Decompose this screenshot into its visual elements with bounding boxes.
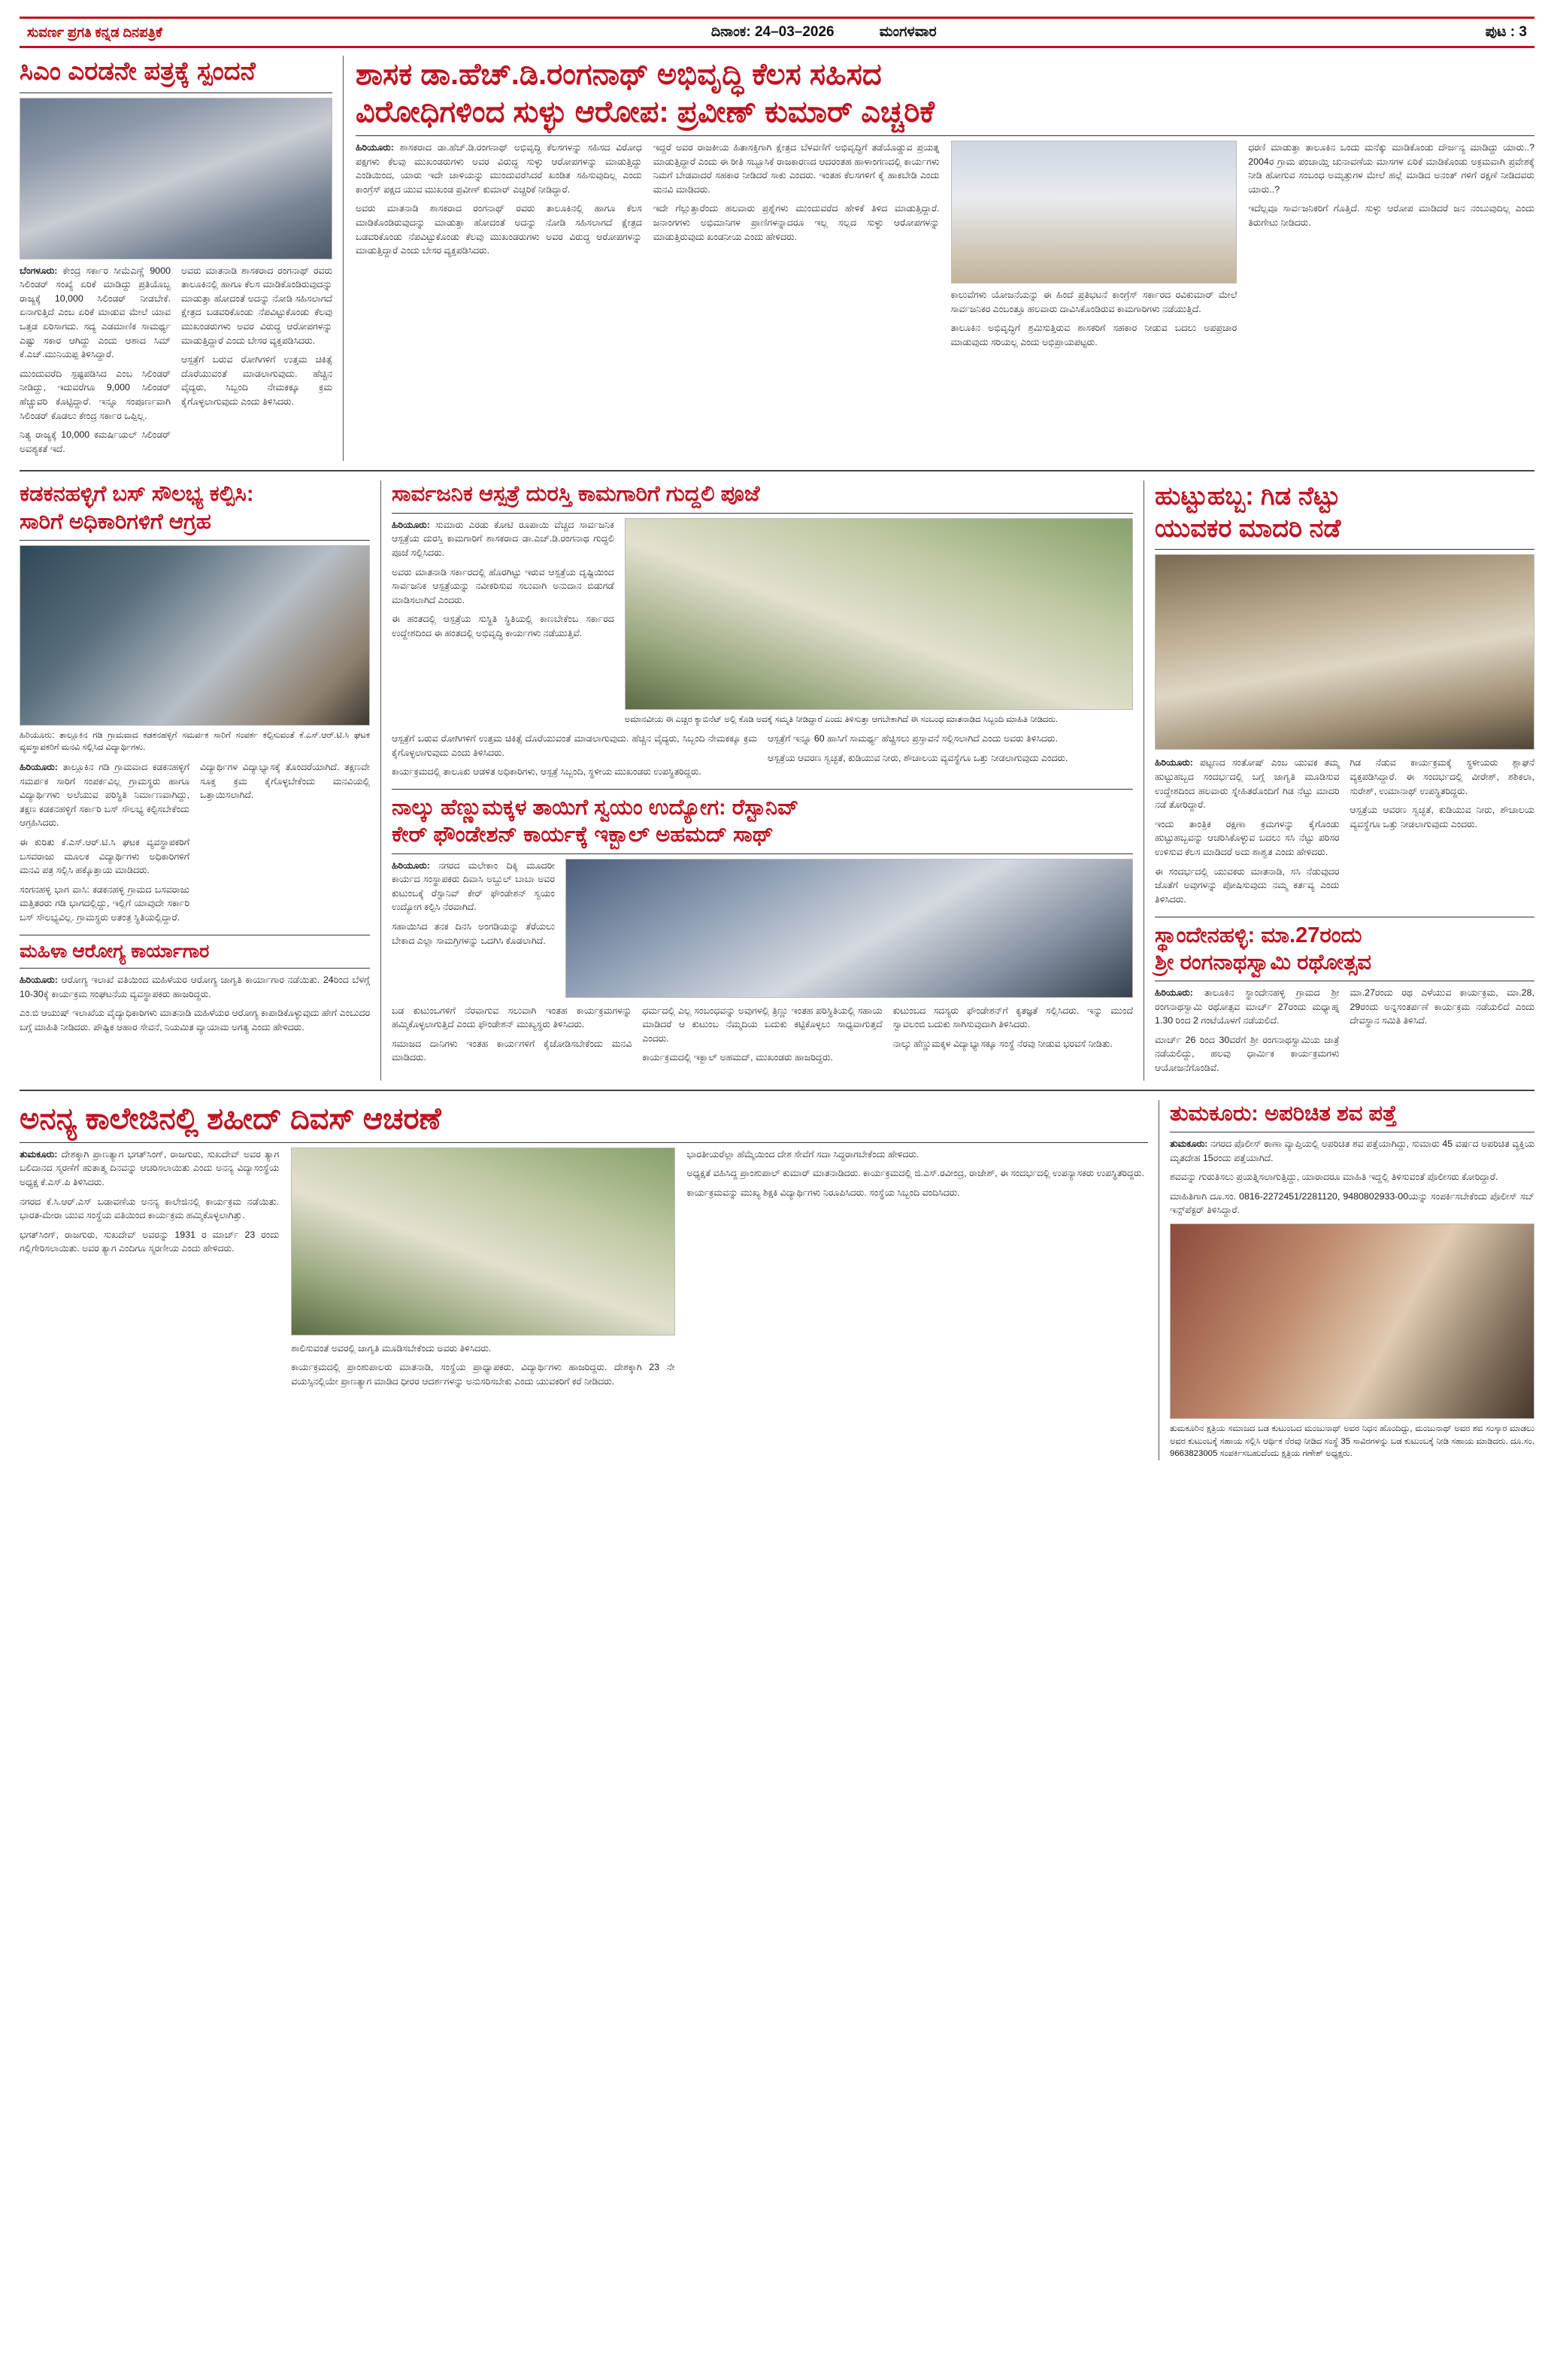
story1-col1: ಬೆಂಗಳೂರು: ಕೇಂದ್ರ ಸರ್ಕಾರ ಸೀಮೆಎಣ್ಣೆ 9000 ಸಿಲಿಂಡರ್ ಸಂಖ್ಯೆ ಏರಿಕೆ ಮಾಡಿದ್ದು ಪ್ರತಿಯೊಬ್ಬ ರಾಜ್ಯಕ್ಕೆ 10,000 ಸಿಲಿಂಡರ್ ನೀಡಬೇಕೆ. ಏನಾಗುತ್ತಿದೆ ಎಂಬ ಏರಿಕೆ ಮಾಡುವ ಮೇಲೆ ಯಾವ ಒತ್ತಡ ಏರಿಸಾಗದು. ಸದ್ಯ ಎಡಮಾಣಿಕ ಸಾಮರ್ಥ್ಯ ಎಷ್ಟು ಸಕಾರ ಆಗಿದ್ದು ಎಂದು ಆಶಾದ ಸಿಮ್ ಕೆ.ಎಚ್.ಮುನಿಯಪ್ಪ ತಿಳಿಸಿದ್ದಾರೆ. ಮುಂದುವರೆದಿ ಸ್ಪಷ್ಟಪಡಿಸಿದ ಎಂಬ ಸಿಲಿಂಡರ್ ನೀಡಿದ್ದು, ಇದುವರೆಗೂ 9,000 ಸಿಲಿಂಡರ್ ಹೆಚ್ಚುವರಿ ಕೊಟ್ಟಿದ್ದಾರೆ. ಇನ್ನೂ ಸಂಪೂರ್ಣವಾಗಿ ಸಿಲಿಂಡರ್ ಕೊಡಲು ಕೇಂದ್ರ ಸರ್ಕಾರ ಒಪ್ಪಿಲ್ಲ. ನಿತ್ಯ ರಾಜ್ಯಕ್ಕೆ 10,000 ಕಮರ್ಷಿಯಲ್ ಸಿಲಿಂಡರ್ ಅವಶ್ಯಕತೆ ಇದೆ. <box>20 265 171 454</box>
story5-col2: ಗಿಡ ನೆಡುವ ಕಾರ್ಯಕ್ರಮಕ್ಕೆ ಸ್ಥಳೀಯರು ಶ್ಲಾಘನೆ ವ್ಯಕ್ತಪಡಿಸಿದ್ದಾರೆ. ಈ ಸಂದರ್ಭದಲ್ಲಿ ವೀರೇಶ್, ಶಶಿಕಲಾ, ಸುರೇಶ್, ಉಮಾನಾಥ್ ಉಪಸ್ಥಿತರಿದ್ದರು. ಆಸ್ಪತ್ರೆಯ ಆವರಣ ಸ್ವಚ್ಛತೆ, ಕುಡಿಯುವ ನೀರು, ಶೌಚಾಲಯ ವ್ಯವಸ್ಥೆಗೂ ಒತ್ತು ನೀಡಲಾಗುವುದು ಎಂದರು. <box>1350 757 1534 829</box>
story1-photo <box>20 98 332 259</box>
story7-col3: ಭಾರತೀಯರೆಲ್ಲಾ ಹೆಮ್ಮೆಯಿಂದ ದೇಶ ಸೇವೆಗೆ ಸದಾ ಸಿದ್ಧರಾಗಬೇಕೆಂದು ಹೇಳಿದರು. ಅಧ್ಯಕ್ಷತೆ ವಹಿಸಿದ್ದ ಪ್ರಾಂಶುಪಾಲ್ ಕುಮಾರ್ ಮಾತನಾಡಿದರು. ಕಾರ್ಯಕ್ರಮದಲ್ಲಿ ಜಿ.ಎಸ್.ರವೀಂದ್ರ, ರಾಜೇಶ್, ಈ ಸಂದರ್ಭದಲ್ಲಿ ಉಪನ್ಯಾಸಕರು ಉಪಸ್ಥಿತರಿದ್ದರು. ಕಾರ್ಯಕ್ರಮವನ್ನು ಮುಖ್ಯ ಶಿಕ್ಷಕಿ ವಿದ್ಯಾರ್ಥಿಗಳು ನಿರೂಪಿಸಿದರು. ಸಂಸ್ಥೆಯ ಸಿಬ್ಬಂದಿ ವಂದಿಸಿದರು. <box>686 1148 1145 1198</box>
masthead-page: ಪುಟ : 3 <box>1485 24 1527 40</box>
story6-col4: ಕುಟುಂಬದ ಸದಸ್ಯರು ಫೌಂಡೇಶನ್‌ಗೆ ಕೃತಜ್ಞತೆ ಸಲ್ಲಿಸಿದರು. ಇನ್ನು ಮುಂದೆ ಸ್ವಾವಲಂಬಿ ಬದುಕು ಸಾಗಿಸುವುದಾಗಿ ತಿಳಿಸಿದರು. ನಾಲ್ಕು ಹೆಣ್ಣುಮಕ್ಕಳ ವಿದ್ಯಾಭ್ಯಾಸಕ್ಕೂ ಸಂಸ್ಥೆ ನೆರವು ನೀಡುವ ಭರವಸೆ ನೀಡಿತು. <box>892 1005 1133 1049</box>
story8-photo-caption: ತುಮಕೂರಿನ ಕ್ಷತ್ರಿಯ ಸಮಾಜದ ಬಡ ಕುಟುಂಬದ ಮಂಜುನಾಥ್ ಅವರ ನಿಧನ ಹೊಂದಿದ್ದು, ಮಂಜುನಾಥ್ ಅವರ ಶವ ಸಂಸ್ಕಾರ ಮಾಡಲು ಅವರ ಕುಟುಂಬಕ್ಕೆ ಸಹಾಯ ಸಲ್ಲಿಸಿ ಆರ್ಥಿಕ ನೆರವು ನೀಡಿದ ಸಂಸ್ಥೆ 35 ಸಾವಿರಗಳನ್ನು ಬಡ ಕುಟುಂಬಕ್ಕೆ ನೀಡಿ ಸಹಾಯ ಮಾಡಿದರು. ದೂ.ಸಂ. 9663823005 ಸಂಪರ್ಕಿಸಬಹುದೆಂದು ಕ್ಷತ್ರಿಯ ಗಣೇಶ್ ಅಧ್ಯಕ್ಷರು. <box>1170 1423 1534 1459</box>
story8-body: ತುಮಕೂರು: ನಗರದ ಪೊಲೀಸ್ ಠಾಣಾ ವ್ಯಾಪ್ತಿಯಲ್ಲಿ ಅಪರಿಚಿತ ಶವ ಪತ್ತೆಯಾಗಿದ್ದು, ಸುಮಾರು 45 ವರ್ಷದ ಅಪರಿಚಿತ ವ್ಯಕ್ತಿಯ ಮೃತದೇಹ 15ರಂದು ಪತ್ತೆಯಾಗಿದೆ. ಶವವನ್ನು ಗುರುತಿಸಲು ಪ್ರಯತ್ನಿಸಲಾಗುತ್ತಿದ್ದು, ಯಾರಾದರೂ ಮಾಹಿತಿ ಇದ್ದಲ್ಲಿ ತಿಳಿಸುವಂತೆ ಪೊಲೀಸರು ಕೋರಿದ್ದಾರೆ. ಮಾಹಿತಿಗಾಗಿ ದೂ.ಸಂ. 0816-2272451/2281120, 9480802933-00ಯನ್ನು ಸಂಪರ್ಕಿಸಬೇಕೆಂದು ಪೊಲೀಸ್ ಸಬ್ ಇನ್ಸ್‌ಪೆಕ್ಟರ್ ತಿಳಿಸಿದ್ದಾರೆ. <box>1170 1138 1534 1216</box>
story3-sub-headline: ಮಹಿಳಾ ಆರೋಗ್ಯ ಕಾರ್ಯಾಗಾರ <box>20 940 210 962</box>
story5-sub-col1: ಹಿರಿಯೂರು: ತಾಲೂಕಿನ ಸ್ಥಾಂದೇನಹಳ್ಳಿ ಗ್ರಾಮದ ಶ್ರೀ ರಂಗನಾಥಸ್ವಾಮಿ ರಥೋತ್ಸವ ಮಾರ್ಚ್ 27ರಂದು ಮಧ್ಯಾಹ್ನ 1.30 ರಿಂದ 2 ಗಂಟೆಯೊಳಗೆ ನಡೆಯಲಿದೆ. ಮಾರ್ಚ್ 26 ರಿಂದ 30ವರೆಗೆ ಶ್ರೀ ರಂಗನಾಥಸ್ವಾಮಿಯ ಜಾತ್ರೆ ನಡೆಯಲಿದ್ದು, ಹಲವು ಧಾರ್ಮಿಕ ಕಾರ್ಯಕ್ರಮಗಳು ಆಯೋಜನೆಗೊಂಡಿವೆ. <box>1155 987 1340 1074</box>
story8-photo <box>1170 1223 1534 1419</box>
story3-col2: ವಿದ್ಯಾರ್ಥಿಗಳ ವಿದ್ಯಾಭ್ಯಾಸಕ್ಕೆ ತೊಂದರೆಯಾಗಿದೆ. ತಕ್ಷಣವೇ ಸೂಕ್ತ ಕ್ರಮ ಕೈಗೊಳ್ಳಬೇಕೆಂದು ಮನವಿಯಲ್ಲಿ ಒತ್ತಾಯಿಸಲಾಗಿದೆ. <box>200 761 370 801</box>
story-birthday-saplings <box>1144 481 1534 1080</box>
story6-headline-line2: ಕೇರ್ ಫೌಂಡೇಶನ್ ಕಾರ್ಯಕ್ಕೆ ಇಕ್ಬಾಲ್ ಅಹಮದ್ ಸಾಥ್ <box>392 823 774 847</box>
story-self-employment <box>392 794 1133 1070</box>
story8-headline: ತುಮಕೂರು: ಅಪರಿಚಿತ ಶವ ಪತ್ತೆ <box>1170 1101 1398 1126</box>
story2-col4: ಧರಣಿ ಮಾಡುತ್ತಾ ತಾಲೂಕಿನ ಒಂದು ಮನೆಕ್ಕು ಮಾಡಿಕೊಂಡು ದೌರ್ಜನ್ಯ ಮಾಡಿದ್ದು ಯಾರು..? 2004ರ ಗ್ರಾಮ ಪಂಚಾಯ್ತಿ ಚುನಾವಣೆಯ ಮಾಸಗಳ ಏರಿಕೆ ಮಾಡಿಕೊಂಡು ಅಕ್ರಮವಾಗಿ ಪ್ರವೇಶಕ್ಕೆ ನೀಡಿ ಹೋಗುವ ಸಂಬಂಧ ಅಮೃತ್ತುಗಳ ಮೇಲೆ ಹಲ್ಲೆ ಮಾಡಿದ ಅನಂತ್ ಗಳಿಗೆ ರಕ್ಷಣೆ ನೀಡಿದವರು ಯಾರು..? ಇದೆಲ್ಲವೂ ಸಾರ್ವಜನಿಕರಿಗೆ ಗೊತ್ತಿದೆ. ಸುಳ್ಳು ಆರೋಪ ಮಾಡಿದರೆ ಜನ ನಂಬುವುದಿಲ್ಲ ಎಂದು ತಿರುಗೇಟು ನೀಡಿದರು. <box>1248 142 1534 229</box>
story4-photo-caption: ಅಮಾನವೀಯ ಈ ಎಚ್ಚರ ಕ್ಯಾಬಿನೆಟ್ ಅಲ್ಲಿ ಕೊಡಿ ಅದಕ್ಕೆ ಸಮ್ಮತಿ ನೀಡಿದ್ದಾರೆ ಎಂದು ತಿಳಿಸುತ್ತಾ ಆಗಬೇಕಾಗಿದೆ ಈ ಸಂಬಂಧ ಮಾತನಾಡಿದ ಸಿಬ್ಬಂದಿ ಮಾಹಿತಿ ನೀಡಿದರು. <box>624 714 1059 724</box>
story7-photo <box>291 1148 674 1336</box>
story6-photo-block <box>565 859 1133 998</box>
story-bus-facility <box>20 481 380 1080</box>
story3-col1: ಹಿರಿಯೂರು: ತಾಲ್ಲೂಕಿನ ಗಡಿ ಗ್ರಾಮವಾದ ಕಡಕನಹಳ್ಳಿಗೆ ಸಮರ್ಪಕ ಸಾರಿಗೆ ಸಂಪರ್ಕವಿಲ್ಲ ಗ್ರಾಮಸ್ಥರು ಹಾಗೂ ವಿದ್ಯಾರ್ಥಿಗಳು ಅಲೆಯುವ ಪರಿಸ್ಥಿತಿ ನಿರ್ಮಾಣವಾಗಿದ್ದು, ತಕ್ಷಣ ಕಡಕನಹಳ್ಳಿಗೆ ಸರ್ಕಾರಿ ಬಸ್ ಸೌಲಭ್ಯ ಕಲ್ಪಿಸಬೇಕೆಂದು ಆಗ್ರಹಿಸಿದರು. ಈ ಕುರಿತು ಕೆ.ಎಸ್.ಆರ್.ಟಿ.ಸಿ ಘಟಕ ವ್ಯವಸ್ಥಾಪಕರಿಗೆ ಬಸವರಾಜು ಮೂಲಕ ವಿದ್ಯಾರ್ಥಿಗಳು ಅಧಿಕಾರಿಗಳಿಗೆ ಮನವಿ ಪತ್ರ ಸಲ್ಲಿಸಿ ಹಕ್ಕೊತ್ತಾಯ ಮಾಡಿದರು. ಸಂಗನಹಳ್ಳಿ ಭಾಗ ವಾಸಿ: ಕಡಕನಹಳ್ಳಿ ಗ್ರಾಮದ ಬಸವರಾಜು ಮತ್ತಿತರರು ಗಡಿ ಭಾಗದಲ್ಲಿದ್ದು, ಇಲ್ಲಿಗೆ ಯಾವುದೇ ಸರ್ಕಾರಿ ಬಸ್ ಸೌಲಭ್ಯವಿಲ್ಲ. ಗ್ರಾಮಸ್ಥರು ಅತಂತ್ರ ಸ್ಥಿತಿಯಲ್ಲಿದ್ದಾರೆ. <box>20 761 189 923</box>
story4-photo <box>625 518 1133 710</box>
story2-headline-line1: ಶಾಸಕ ಡಾ.ಹೆಚ್.ಡಿ.ರಂಗನಾಥ್ ಅಭಿವೃದ್ಧಿ ಕೆಲಸ ಸಹಿಸದ <box>356 58 882 91</box>
story4-photo-block <box>625 518 1133 726</box>
story3-photo-caption: ಹಿರಿಯೂರು: ತಾಲ್ಲೂಕಿನ ಗಡಿ ಗ್ರಾಮವಾದ ಕಡಕನಹಳ್ಳಿಗೆ ಸಮರ್ಪಕ ಸಾರಿಗೆ ಸಂಪರ್ಕ ಕಲ್ಪಿಸುವಂತೆ ಕೆ.ಎಸ್.ಆರ್.ಟಿ.ಸಿ ಘಟಕ ವ್ಯವಸ್ಥಾಪಕರಿಗೆ ಮನವಿ ಸಲ್ಲಿಸಿದ ವಿದ್ಯಾರ್ಥಿಗಳು. <box>20 730 370 753</box>
story5-headline-line1: ಹುಟ್ಟುಹಬ್ಬ: ಗಿಡ ನೆಟ್ಟು <box>1155 482 1340 511</box>
story3-headline-line1: ಕಡಕನಹಳ್ಳಿಗೆ ಬಸ್ ಸೌಲಭ್ಯ ಕಲ್ಪಿಸಿ: <box>20 482 254 507</box>
story4-headline: ಸಾರ್ವಜನಿಕ ಆಸ್ಪತ್ರೆ ದುರಸ್ತಿ ಕಾಮಗಾರಿಗೆ ಗುದ್ದಲಿ ಪೂಜೆ <box>392 482 760 507</box>
story6-col1: ಹಿರಿಯೂರು: ನಗರದ ಮಲೇಕಾಂ ದಿಕ್ಕಿ ಮೂದರೀ ಕಾರ್ಯದ ಸಂಸ್ಥಾಪಕರು ದಿವಾಸಿ ಅಬ್ದುಲ್ ಬಾಬಾ ಅವರ ಕುಟುಂಬಕ್ಕೆ ರೆಸ್ಟಾನಿವ್ ಕೇರ್ ಫೌಂಡೇಶನ್ ಸ್ವಯಂ ಉದ್ಯೋಗ ಕಲ್ಪಿಸಿ ನೆರವಾಗಿದೆ. ಸಹಾಯಿಸಿದ ತನಕ ದಿನಸಿ ಅಂಗಡಿಯನ್ನು ತೆರೆಯಲು ಬೇಕಾದ ಎಲ್ಲಾ ಸಾಮಗ್ರಿಗಳನ್ನು ಒದಗಿಸಿ ಕೊಡಲಾಗಿದೆ. <box>392 860 555 946</box>
story2-headline-line2: ವಿರೋಧಿಗಳಿಂದ ಸುಳ್ಳು ಆರೋಪ: ಪ್ರವೀಣ್ ಕುಮಾರ್ ಎಚ್ಚರಿಕೆ <box>356 96 935 129</box>
story5-sub-headline-line1: ಸ್ಥಾಂದೇನಹಳ್ಳಿ: ಮಾ.27ರಂದು <box>1155 923 1362 947</box>
story5-sub-headline-line2: ಶ್ರೀ ರಂಗನಾಥಸ್ವಾಮಿ ರಥೋತ್ಸವ <box>1155 950 1372 975</box>
story3-photo <box>20 545 370 726</box>
story6-col2: ಬಡ ಕುಟುಂಬಗಳಿಗೆ ನೆರವಾಗುವ ಸಲುವಾಗಿ ಇಂತಹ ಕಾರ್ಯಕ್ರಮಗಳನ್ನು ಹಮ್ಮಿಕೊಳ್ಳಲಾಗುತ್ತಿದೆ ಎಂದು ಫೌಂಡೇಶನ್ ಮುಖ್ಯಸ್ಥರು ತಿಳಿಸಿದರು. ಸಮಾಜದ ದಾನಿಗಳು ಇಂತಹ ಕಾರ್ಯಗಳಿಗೆ ಕೈಜೋಡಿಸಬೇಕೆಂದು ಮನವಿ ಮಾಡಿದರು. <box>392 1005 632 1063</box>
middle-section <box>20 481 1534 1080</box>
story4-col2: ಆಸ್ಪತ್ರೆಗೆ ಬರುವ ರೋಗಿಗಳಿಗೆ ಉತ್ತಮ ಚಿಕಿತ್ಸೆ ದೊರೆಯುವಂತೆ ಮಾಡಲಾಗುವುದು. ಹೆಚ್ಚಿನ ವೈದ್ಯರು, ಸಿಬ್ಬಂದಿ ನೇಮಕಕ್ಕೂ ಕ್ರಮ ಕೈಗೊಳ್ಳಲಾಗುವುದು ಎಂದು ತಿಳಿಸಿದರು. ಕಾರ್ಯಕ್ರಮದಲ್ಲಿ ತಾಲೂಕು ಆಡಳಿತ ಅಧಿಕಾರಿಗಳು, ಆಸ್ಪತ್ರೆ ಸಿಬ್ಬಂದಿ, ಸ್ಥಳೀಯ ಮುಖಂಡರು ಉಪಸ್ಥಿತರಿದ್ದರು. <box>392 733 757 778</box>
story4-col1: ಹಿರಿಯೂರು: ಸುಮಾರು ಎರಡು ಕೋಟಿ ರೂಪಾಯಿ ವೆಚ್ಚದ ಸಾರ್ವಜನಿಕ ಆಸ್ಪತ್ರೆಯ ದುರಸ್ತಿ ಕಾಮಗಾರಿಗೆ ಶಾಸಕರಾದ ಡಾ.ಎಚ್.ಡಿ.ರಂಗನಾಥ ಗುದ್ದಲಿ ಪೂಜೆ ಸಲ್ಲಿಸಿದರು. ಅವರು ಮಾತನಾಡಿ ಸರ್ಕಾರದಲ್ಲಿ ಹೊರಗಿಟ್ಟು ಇರುವ ಆಸ್ಪತ್ರೆಯ ದೃಷ್ಟಿಯಿಂದ ಸಾರ್ವಜನಿಕ ಆಸ್ಪತ್ರೆಯನ್ನು ನವೀಕರಿಸುವ ಸಲುವಾಗಿ ಅನುದಾನ ಬಿಡುಗಡೆ ಮಾಡಿಸಲಾಗಿದೆ ಎಂದರು. ಈ ಹಂತದಲ್ಲಿ ಆಸ್ಪತ್ರೆಯ ಸುಸ್ಥಿತಿ ಸ್ಥಿತಿಯಲ್ಲಿ ಕಾಣಬೇಕೆಂಬ ಸರ್ಕಾರದ ಉದ್ದೇಶದಿಂದ ಈ ಹಂತದಲ್ಲಿ ಅಭಿವೃದ್ಧಿ ಕಾರ್ಯಗಳು ನಡೆಯುತ್ತಿವೆ. <box>392 519 614 638</box>
story-mla-development <box>343 56 1534 461</box>
story5-col1: ಹಿರಿಯೂರು: ಪಟ್ಟಣದ ಸಂತೋಷ್ ಎಂಬ ಯುವಕ ತಮ್ಮ ಹುಟ್ಟುಹಬ್ಬದ ಸಂದರ್ಭದಲ್ಲಿ ಬಗ್ಗೆ ಜಾಗೃತಿ ಮೂಡಿಸುವ ಉದ್ದೇಶದಿಂದ ಹಲವಾರು ಸ್ನೇಹಿತರೊಂದಿಗೆ ಗಿಡ ನೆಟ್ಟು ಮಾದರಿ ನಡೆ ತೋರಿದ್ದಾರೆ. ಇಂದು ತಾಂತ್ರಿಕ ರಕ್ಷಣಾ ಕ್ರಮಗಳನ್ನು ಕೈಗೊಂಡು ಹುಟ್ಟುಹಬ್ಬವನ್ನು ಆಚರಿಸಿಕೊಳ್ಳುವ ಬದಲು ಸಸಿ ನೆಟ್ಟು ಪರಿಸರ ಉಳಿಸುವ ಕೆಲಸ ಮಾಡಿದರೆ ಅದು ಶಾಶ್ವತ ಎಂದು ಹೇಳಿದರು. ಈ ಸಂದರ್ಭದಲ್ಲಿ ಯುವಕರು ಮಾತನಾಡಿ, ಸಸಿ ನೆಡುವುದರ ಜೊತೆಗೆ ಅವುಗಳನ್ನು ಪೋಷಿಸುವುದು ನಮ್ಮ ಕರ್ತವ್ಯ ಎಂದು ತಿಳಿಸಿದರು. <box>1155 757 1340 905</box>
story2-col2: ಇದ್ದರೆ ಅವರ ರಾಜಕೀಯ ಹಿತಾಸಕ್ತಿಗಾಗಿ ಕ್ಷೇತ್ರದ ಬೆಳವಣಿಗೆ ಅಭಿವೃದ್ಧಿಗೆ ತಡೆಯೊಡ್ಡುವ ಪ್ರಯತ್ನ ಮಾಡುತ್ತಿದ್ದಾರೆ ಎಂದು ಈ ರೀತಿ ಸಬ್ಬೂಸಿಕೆ ರಾಜಕಾರಣದ ಆದರಂತಹ ಹಾಳಾಂಗಣದಲ್ಲಿ ಕಾರ್ಯಗಳು ನಿಮಗೆ ಬೇಡವಾದರೆ ಸಹಕಾರ ನೀಡಿದರೆ ಸಾಕು ಎಂದರು. ಇಂತಹ ಕೆಲಸಗಳಿಗೆ ಕೈ ಹಾಕಬೇಡಿ ಎಂದು ಮನವಿ ಮಾಡಿದರು. ಇದೇ ಗೆಲ್ಲುತ್ತಾರೆಂದು ಹಲವಾರು ಪ್ರಶ್ನೆಗಳು ಮುಂದುವರೆದ ಹೇಳಿಕೆ ತಿಳಿದ ಮಾಡುತ್ತಿದ್ದಾರೆ. ಜನಾಂಗಗಳು ಅಭಿಮಾನಿಗಳ ಪ್ರಾಣಿಗಳನ್ನಾದರೂ ಇಲ್ಲ ಸಲ್ಲದ ಸುಳ್ಳು ಆರೋಪಗಳನ್ನು ಮಾಡುತ್ತಿರುವುದು ಖಂಡನೀಯ ಎಂದು ಹೇಳಿದರು. <box>653 142 940 242</box>
masthead-day: ಮಂಗಳವಾರ <box>879 24 937 40</box>
story-hospital-repair <box>380 481 1144 1080</box>
story7-photo-block: ಶಾಲಿಸುವಂತೆ ಅವರಲ್ಲಿ ಜಾಗೃತಿ ಮೂಡಿಸಬೇಕೆಂದು ಅವರು ತಿಳಿಸಿದರು. ಕಾರ್ಯಕ್ರಮದಲ್ಲಿ ಪ್ರಾಂಶುಪಾಲರು ಮಾತನಾಡಿ, ಸಂಸ್ಥೆಯ ಪ್ರಾಧ್ಯಾಪಕರು, ವಿದ್ಯಾರ್ಥಿಗಳು ಹಾಜರಿದ್ದರು. ದೇಶಕ್ಕಾಗಿ 23 ನೇ ವಯಸ್ಸಿನಲ್ಲಿಯೇ ಪ್ರಾಣತ್ಯಾಗ ಮಾಡಿದ ಧೀರರ ಆದರ್ಶಗಳನ್ನು ಅನುಸರಿಸಬೇಕು ಎಂದು ಯುವಕರಿಗೆ ಕರೆ ನೀಡಿದರು. <box>291 1148 674 1394</box>
masthead <box>20 17 1534 48</box>
story5-sub-col2: ಮಾ.27ರಂದು ರಥ ಎಳೆಯುವ ಕಾರ್ಯಕ್ರಮ, ಮಾ.28, 29ರಂದು ಅನ್ನಸಂತರ್ಪಣೆ ಕಾರ್ಯಕ್ರಮ ನಡೆಯಲಿದೆ ಎಂದು ದೇವಸ್ಥಾನ ಸಮಿತಿ ತಿಳಿಸಿದೆ. <box>1350 987 1534 1026</box>
story5-photo <box>1155 554 1534 750</box>
story-unidentified-body <box>1159 1100 1534 1460</box>
story1-headline: ಸಿಎಂ ಎರಡನೇ ಪತ್ರಕ್ಕೆ ಸ್ಪಂದನೆ <box>20 57 256 86</box>
top-section <box>20 56 1534 461</box>
story6-headline-line1: ನಾಲ್ಕು ಹೆಣ್ಣುಮಕ್ಕಳ ತಾಯಿಗೆ ಸ್ವಯಂ ಉದ್ಯೋಗ: ರೆಸ್ಟಾನಿವ್ <box>392 796 799 820</box>
masthead-date: ದಿನಾಂಕ: 24–03–2026 <box>710 24 835 40</box>
story4-col3: ಆಸ್ಪತ್ರೆಗೆ ಇನ್ನೂ 60 ಹಾಸಿಗೆ ಸಾಮರ್ಥ್ಯ ಹೆಚ್ಚಿಸಲು ಪ್ರಸ್ತಾವನೆ ಸಲ್ಲಿಸಲಾಗಿದೆ ಎಂದು ಅವರು ತಿಳಿಸಿದರು. ಆಸ್ಪತ್ರೆಯ ಆವರಣ ಸ್ವಚ್ಛತೆ, ಕುಡಿಯುವ ನೀರು, ಶೌಚಾಲಯ ವ್ಯವಸ್ಥೆಗೂ ಒತ್ತು ನೀಡಲಾಗುವುದು ಎಂದರು. <box>768 733 1068 763</box>
story2-portrait-photo <box>951 141 1237 283</box>
story-cm-response <box>20 56 343 461</box>
story1-col2: ಅವರು ಮಾತನಾಡಿ ಶಾಸಕರಾದ ರಂಗನಾಥ್ ರವರು ತಾಲೂಕಿನಲ್ಲಿ ಹಾಗೂ ಕೆಲಸ ಮಾಡಿಕೊಂಡಿರುವುದನ್ನು ಮಾಡುತ್ತಾ ಹೋದಂತೆ ಅದನ್ನು ನೋಡಿ ಸಹಿಸಲಾಗದೆ ಕ್ಷೇತ್ರದ ಬಡವರಿಕೊಂಡು ನೆಪವಿಟ್ಟುಕೊಂಡು ಕೆಲವು ಮುಖಂಡರುಗಳು ಅವರ ವಿರುದ್ಧ ಆರೋಪಗಳನ್ನು ಮಾಡುತ್ತಿದ್ದಾರೆ ಎಂದು ಬೇಸರ ವ್ಯಕ್ತಪಡಿಸಿದರು. ಆಸ್ಪತ್ರೆಗೆ ಬರುವ ರೋಗಿಗಳಿಗೆ ಉತ್ತಮ ಚಿಕಿತ್ಸೆ ದೊರೆಯುವಂತೆ ಮಾಡಲಾಗುವುದು. ಹೆಚ್ಚಿನ ವೈದ್ಯರು, ಸಿಬ್ಬಂದಿ ನೇಮಕಕ್ಕೂ ಕ್ರಮ ಕೈಗೊಳ್ಳಲಾಗುವುದು ಎಂದು ತಿಳಿಸಿದರು. <box>181 265 332 407</box>
story3-headline-line2: ಸಾರಿಗೆ ಅಧಿಕಾರಿಗಳಿಗೆ ಆಗ್ರಹ <box>20 509 211 534</box>
story5-headline-line2: ಯುವಕರ ಮಾದರಿ ನಡೆ <box>1155 514 1341 543</box>
masthead-title: ಸುವರ್ಣ ಪ್ರಗತಿ ಕನ್ನಡ ದಿನಪತ್ರಿಕೆ <box>27 24 162 40</box>
story-shaheed-diwas <box>20 1100 1159 1460</box>
story7-headline: ಅನನ್ಯ ಕಾಲೇಜಿನಲ್ಲಿ ಶಹೀದ್ ದಿವಸ್ ಆಚರಣೆ <box>20 1102 441 1135</box>
story2-col1: ಹಿರಿಯೂರು: ಶಾಸಕರಾದ ಡಾ.ಹೆಚ್.ಡಿ.ರಂಗನಾಥ್ ಅಭಿವೃದ್ಧಿ ಕೆಲಸಗಳನ್ನು ಸಹಿಸದ ವಿರೋಧ ಪಕ್ಷಗಳು ಕೆಲವು ಮುಖಂಡರುಗಳು ಅವರ ವಿರುದ್ಧ ಸುಳ್ಳು ಆರೋಪಗಳನ್ನು ಮಾಡುತ್ತಿದ್ದು ಎಂಡಿಯಿಂದ, ಯಾರು ಇದೇ ಚಾಳಿಯನ್ನು ಮುಂದುವರೆಸಿದರೆ ಖಂಡಿತ ಸಹಿಸುವುದಿಲ್ಲ ಎಂದು ಕಾಂಗ್ರೆಸ್ ಪಕ್ಷದ ಯುವ ಮುಖಂಡ ಪ್ರವೀಣ್ ಕುಮಾರ್ ಎಚ್ಚರಿಕೆ ನೀಡಿದ್ದಾರೆ. ಅವರು ಮಾತನಾಡಿ ಶಾಸಕರಾದ ರಂಗನಾಥ್ ರವರು ತಾಲೂಕಿನಲ್ಲಿ ಹಾಗೂ ಕೆಲಸ ಮಾಡಿಕೊಂಡಿರುವುದನ್ನು ಮಾಡುತ್ತಾ ಹೋದಂತೆ ಅದನ್ನು ನೋಡಿ ಸಹಿಸಲಾಗದೆ ಕ್ಷೇತ್ರದ ಬಡವರಿಕೊಂಡು ನೆಪವಿಟ್ಟುಕೊಂಡು ಕೆಲವು ಮುಖಂಡರುಗಳು ಅವರ ವಿರುದ್ಧ ಆರೋಪಗಳನ್ನು ಮಾಡುತ್ತಿದ್ದಾರೆ ಎಂದು ಬೇಸರ ವ್ಯಕ್ತಪಡಿಸಿದರು. <box>356 142 642 256</box>
story7-col1: ತುಮಕೂರು: ದೇಶಕ್ಕಾಗಿ ಪ್ರಾಣತ್ಯಾಗ ಭಗತ್‌ಸಿಂಗ್, ರಾಜಗುರು, ಸುಖದೇವ್ ಅವರ ತ್ಯಾಗ ಬಲಿದಾನದ ಸ್ಮರಣೆಗೆ ಹುತಾತ್ಮ ದಿನವನ್ನು ಆಚರಿಸಲಾಯಿತು ಎಂದು ಅನನ್ಯ ವಿದ್ಯಾಸಂಸ್ಥೆಯ ಅಧ್ಯಕ್ಷ ಕೆ.ಎಸ್.ಪಿ ತಿಳಿಸಿದರು. ನಗರದ ಕೆ.ಸಿ.ಆರ್.ಎಸ್ ಬಡಾವಣೆಯ ಅನನ್ಯ ಕಾಲೇಜಿನಲ್ಲಿ ಕಾರ್ಯಕ್ರಮ ನಡೆಯಿತು. ಭಾರತ-ಮೇರಾ ಯುವ ಸಂಸ್ಥೆಯ ವತಿಯಿಂದ ಕಾರ್ಯಕ್ರಮ ಹಮ್ಮಿಕೊಳ್ಳಲಾಗಿತ್ತು. ಭಗತ್‌ಸಿಂಗ್, ರಾಜಗುರು, ಸುಖದೇವ್ ಅವರನ್ನು 1931 ರ ಮಾರ್ಚ್ 23 ರಂದು ಗಲ್ಲಿಗೇರಿಸಲಾಯಿತು. ಅವರ ತ್ಯಾಗ ಎಂದಿಗೂ ಸ್ಮರಣೀಯ ಎಂದು ಹೇಳಿದರು. <box>20 1148 280 1254</box>
story6-photo <box>565 859 1133 998</box>
bottom-section <box>20 1100 1534 1460</box>
story3-sub-body: ಹಿರಿಯೂರು: ಆರೋಗ್ಯ ಇಲಾಖೆ ವತಿಯಿಂದ ಮಹಿಳೆಯರ ಆರೋಗ್ಯ ಜಾಗೃತಿ ಕಾರ್ಯಾಗಾರ ನಡೆಯಿತು. 24ರಿಂದ ಬೆಳಗ್ಗೆ 10-30ಕ್ಕೆ ಕಾರ್ಯಕ್ರಮ ಸಂಘಟನೆಯ ವ್ಯವಸ್ಥಾಪಕರು ಹಾಜರಿದ್ದರು. ಎಂ.ಬಿ ಆಯುಷ್ ಇಲಾಖೆಯ ವೈದ್ಯಾಧಿಕಾರಿಗಳು ಮಾತನಾಡಿ ಮಹಿಳೆಯರ ಆರೋಗ್ಯ ಕಾಪಾಡಿಕೊಳ್ಳುವುದು ಹೇಗೆ ಎಂಬುದರ ಬಗ್ಗೆ ಮಾಹಿತಿ ನೀಡಿದರು. ಪೌಷ್ಟಿಕ ಆಹಾರ ಸೇವನೆ, ನಿಯಮಿತ ವ್ಯಾಯಾಮ ಅಗತ್ಯ ಎಂದು ಹೇಳಿದರು. <box>20 974 370 1032</box>
story6-col3: ಧರ್ಮದಲ್ಲಿ ಎಲ್ಲ ಸಂಬಂಧವನ್ನು ಅವುಗಳಲ್ಲಿ ತ್ರಿಣ್ಣು ಇಂತಹ ಪರಿಸ್ಥಿತಿಯಲ್ಲಿ ಸಹಾಯ ಮಾಡಿದರೆ ಆ ಕುಟುಂಬ ನೆಮ್ಮದಿಯ ಬದುಕು ಕಟ್ಟಿಕೊಳ್ಳಲು ಸಾಧ್ಯವಾಗುತ್ತದೆ ಎಂದರು. ಕಾರ್ಯಕ್ರಮದಲ್ಲಿ ಇಕ್ಬಾಲ್ ಅಹಮದ್, ಮುಖಂಡರು ಹಾಜರಿದ್ದರು. <box>642 1005 883 1063</box>
story2-col3: ಕಾಲುವೆಗಳು ಯೋಜನೆಯನ್ನು ಈ ಹಿಂದೆ ಪ್ರತಿಭಟನೆ ಕಾಂಗ್ರೆಸ್ ಸರ್ಕಾರದ ರವಿಕುಮಾರ್ ಮೇಲೆ ಸಾರ್ವಜನಿಕರ ಎಂಬಂತ್ತೂ ಹಲವಾರು ದಾವಿಸಿಕೊಂಡಿರುವ ಕಾಮಗಾರಿಗಳು ನಡೆಯುತ್ತಿದೆ. ತಾಲೂಕಿನ ಅಭಿವೃದ್ಧಿಗೆ ಶ್ರಮಿಸುತ್ತಿರುವ ಶಾಸಕರಿಗೆ ಸಹಕಾರ ನೀಡುವ ಬದಲು ಅಪಪ್ರಚಾರ ಮಾಡುವುದು ಸರಿಯಲ್ಲ ಎಂದು ಅಭಿಪ್ರಾಯಪಟ್ಟರು. <box>951 141 1237 354</box>
